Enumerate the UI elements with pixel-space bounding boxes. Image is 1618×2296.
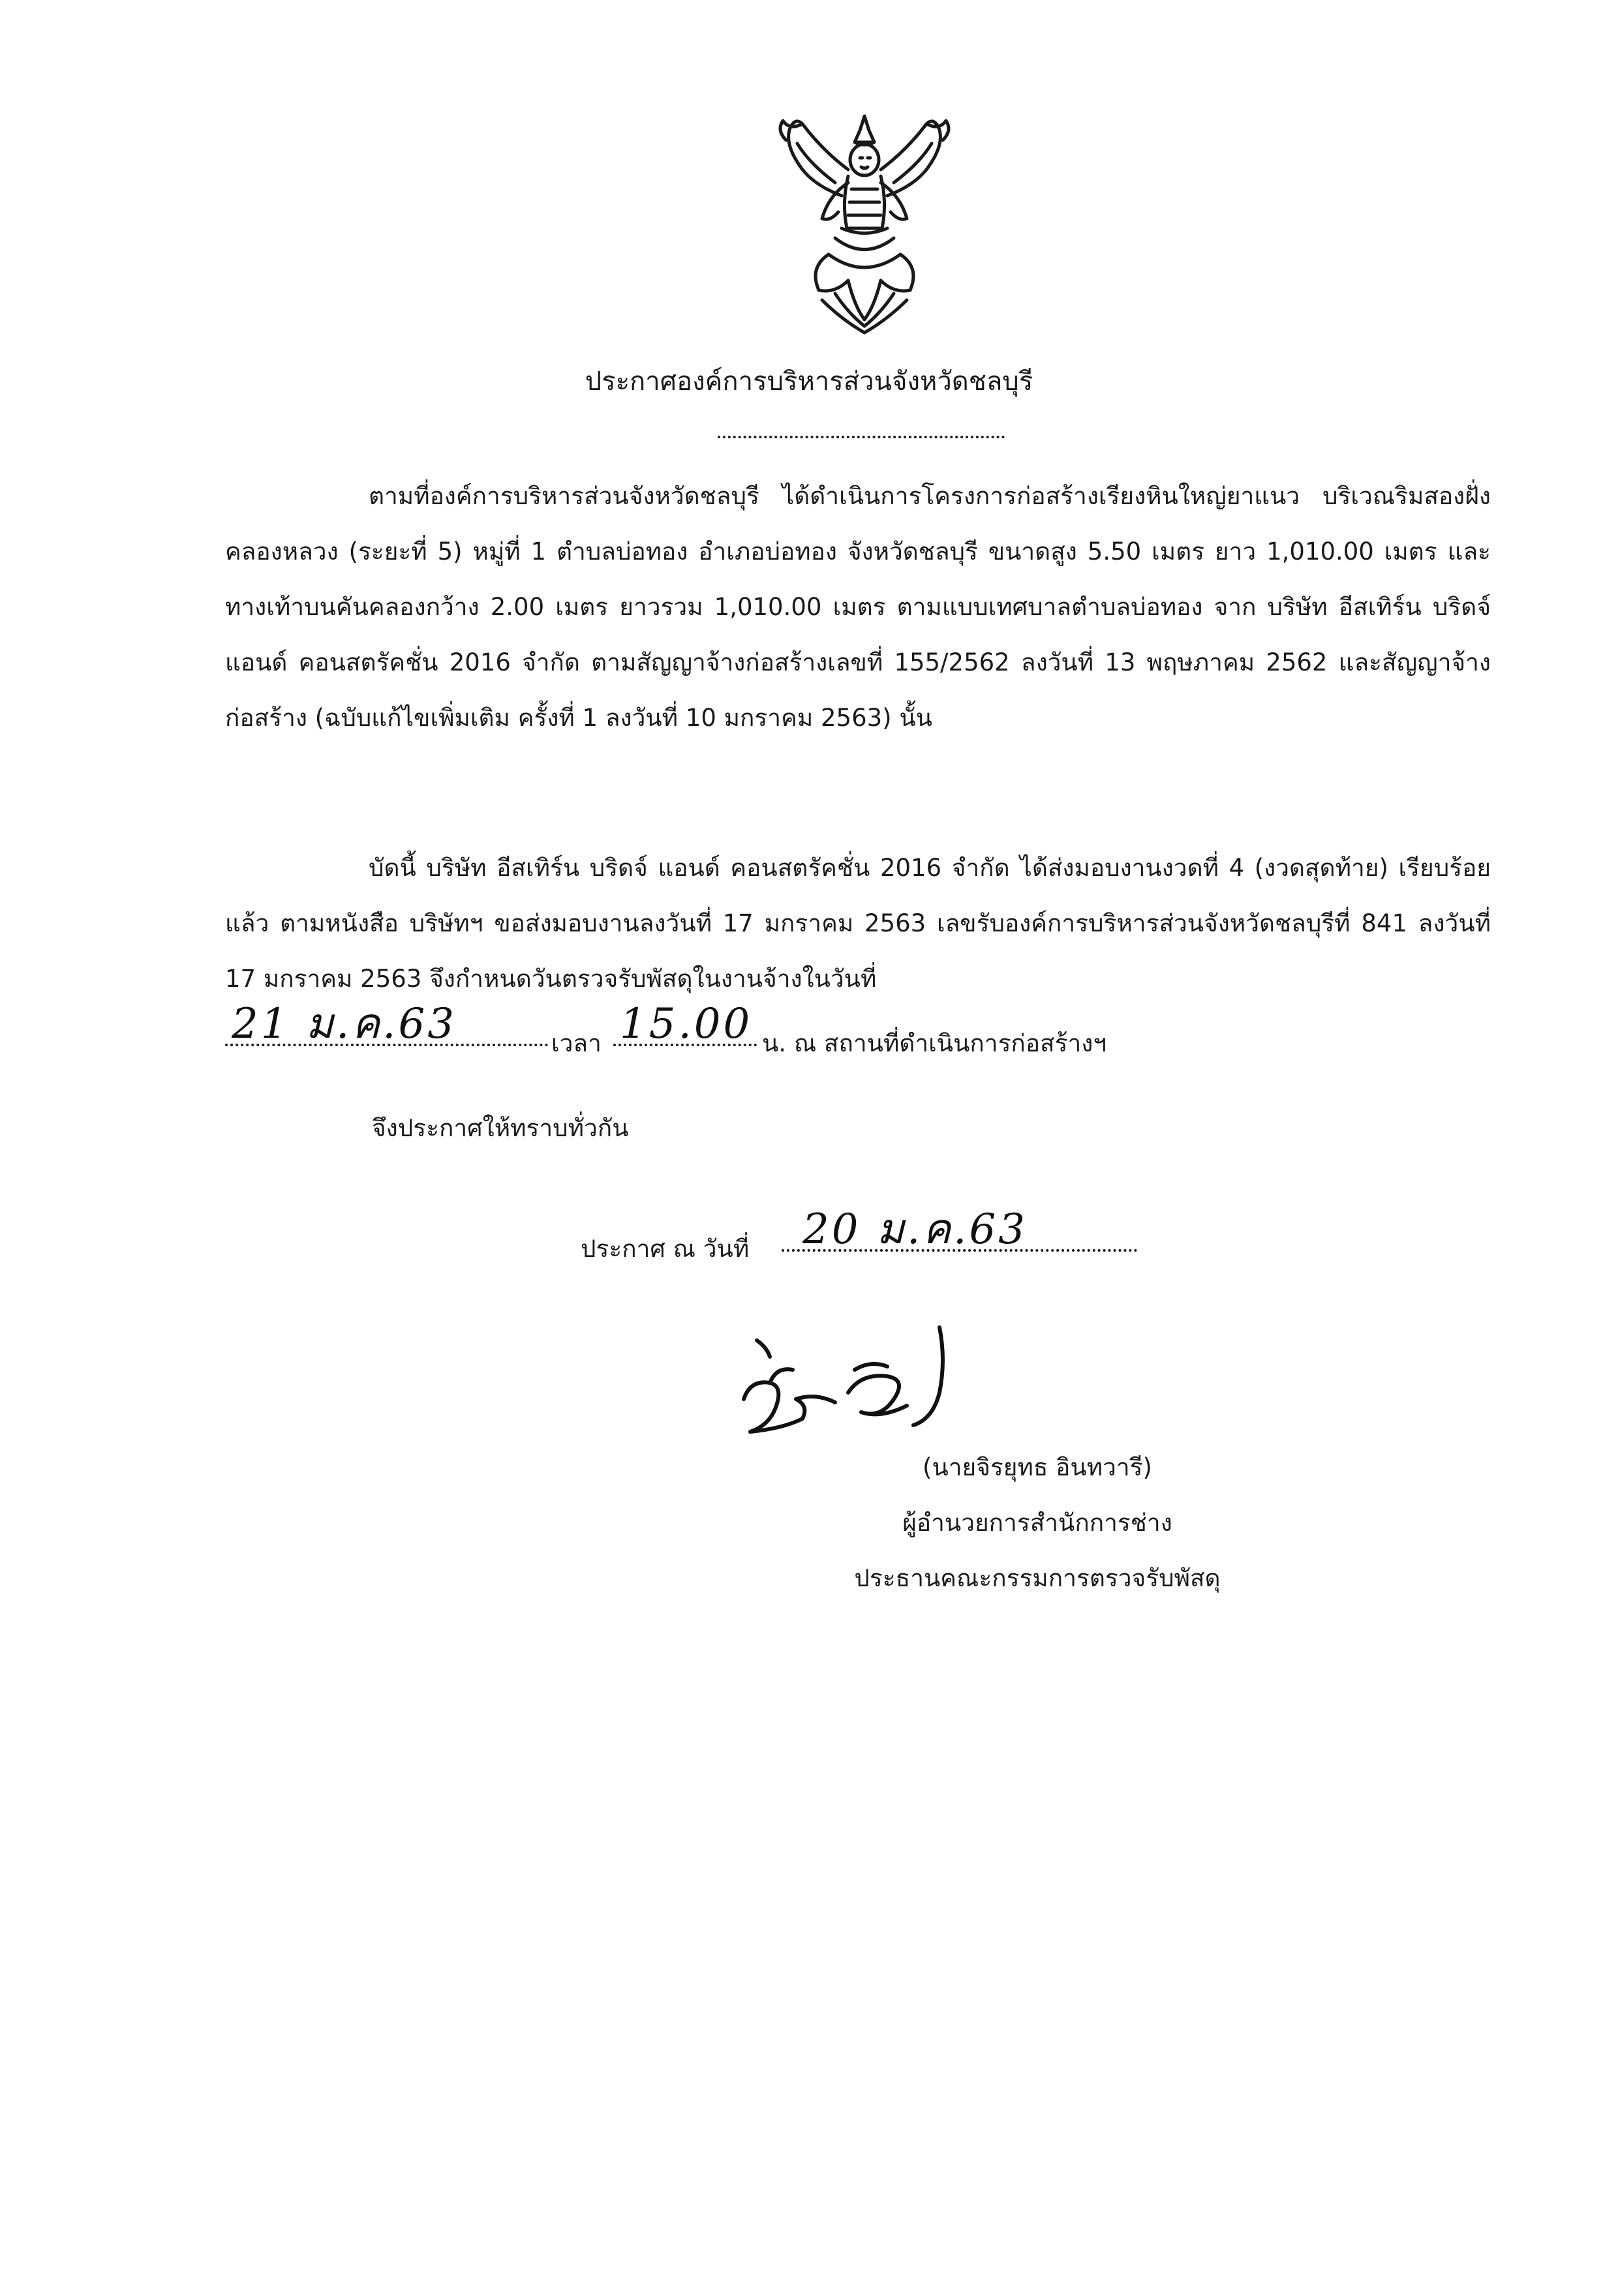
closing-statement: จึงประกาศให้ทราบทั่วกัน xyxy=(372,1114,629,1142)
paragraph-delivery-notice: บัดนี้ บริษัท อีสเทิร์น บริดจ์ แอนด์ คอนสตรัคชั่น 2016 จำกัด ได้ส่งมอบงานงวดที่ 4 (งวดสุดท้าย) เรียบร้อยแล้ว ตามหนังสือ บริษัทฯ ขอส่งมอบงานลงวันที่ 17 มกราคม 2563 เลขรับองค์การบริหารส่วนจังหวัดชลบุรีที่ 841 ลงวันที่ 17 มกราคม 2563 จึงกำหนดวันตรวจรับพัสดุในงานจ้างในวันที่ xyxy=(225,854,1491,993)
inspection-date-handwriting: 21 ม.ค.63 xyxy=(232,1000,457,1048)
signatory-position: ผู้อำนวยการสำนักการช่าง xyxy=(902,1509,1172,1537)
announcement-date-label: ประกาศ ณ วันที่ xyxy=(581,1235,750,1263)
paragraph-project-details: ตามที่องค์การบริหารส่วนจังหวัดชลบุรี ได้ดำเนินการโครงการก่อสร้างเรียงหินใหญ่ยาแนว บริเวณริมสองฝั่งคลองหลวง (ระยะที่ 5) หมู่ที่ 1 ตำบลบ่อทอง อำเภอบ่อทอง จังหวัดชลบุรี ขนาดสูง 5.50 เมตร ยาว 1,010.00 เมตร และทางเท้าบนคันคลองกว้าง 2.00 เมตร ยาวรวม 1,010.00 เมตร ตามแบบเทศบาลตำบลบ่อทอง จาก บริษัท อีสเทิร์น บริดจ์ แอนด์ คอนสตรัคชั่น 2016 จำกัด ตามสัญญาจ้างก่อสร้างเลขที่ 155/2562 ลงวันที่ 13 พฤษภาคม 2562 และสัญญาจ้างก่อสร้าง (ฉบับแก้ไขเพิ่มเติม ครั้งที่ 1 ลงวันที่ 10 มกราคม 2563) นั้น xyxy=(225,482,1491,732)
time-suffix: น. ณ สถานที่ดำเนินการก่อสร้างฯ xyxy=(762,1029,1107,1057)
announcement-date-handwriting: 20 ม.ค.63 xyxy=(802,1205,1028,1254)
time-label: เวลา xyxy=(551,1029,602,1057)
signatory-role: ประธานคณะกรรมการตรวจรับพัสดุ xyxy=(854,1564,1221,1592)
inspection-time-handwriting: 15.00 xyxy=(620,1000,753,1048)
announcement-title: ประกาศองค์การบริหารส่วนจังหวัดชลบุรี xyxy=(585,367,1033,397)
title-divider xyxy=(718,436,1005,438)
signatory-name: (นายจิรยุทธ อินทวารี) xyxy=(923,1453,1152,1481)
garuda-emblem-icon xyxy=(757,104,972,339)
